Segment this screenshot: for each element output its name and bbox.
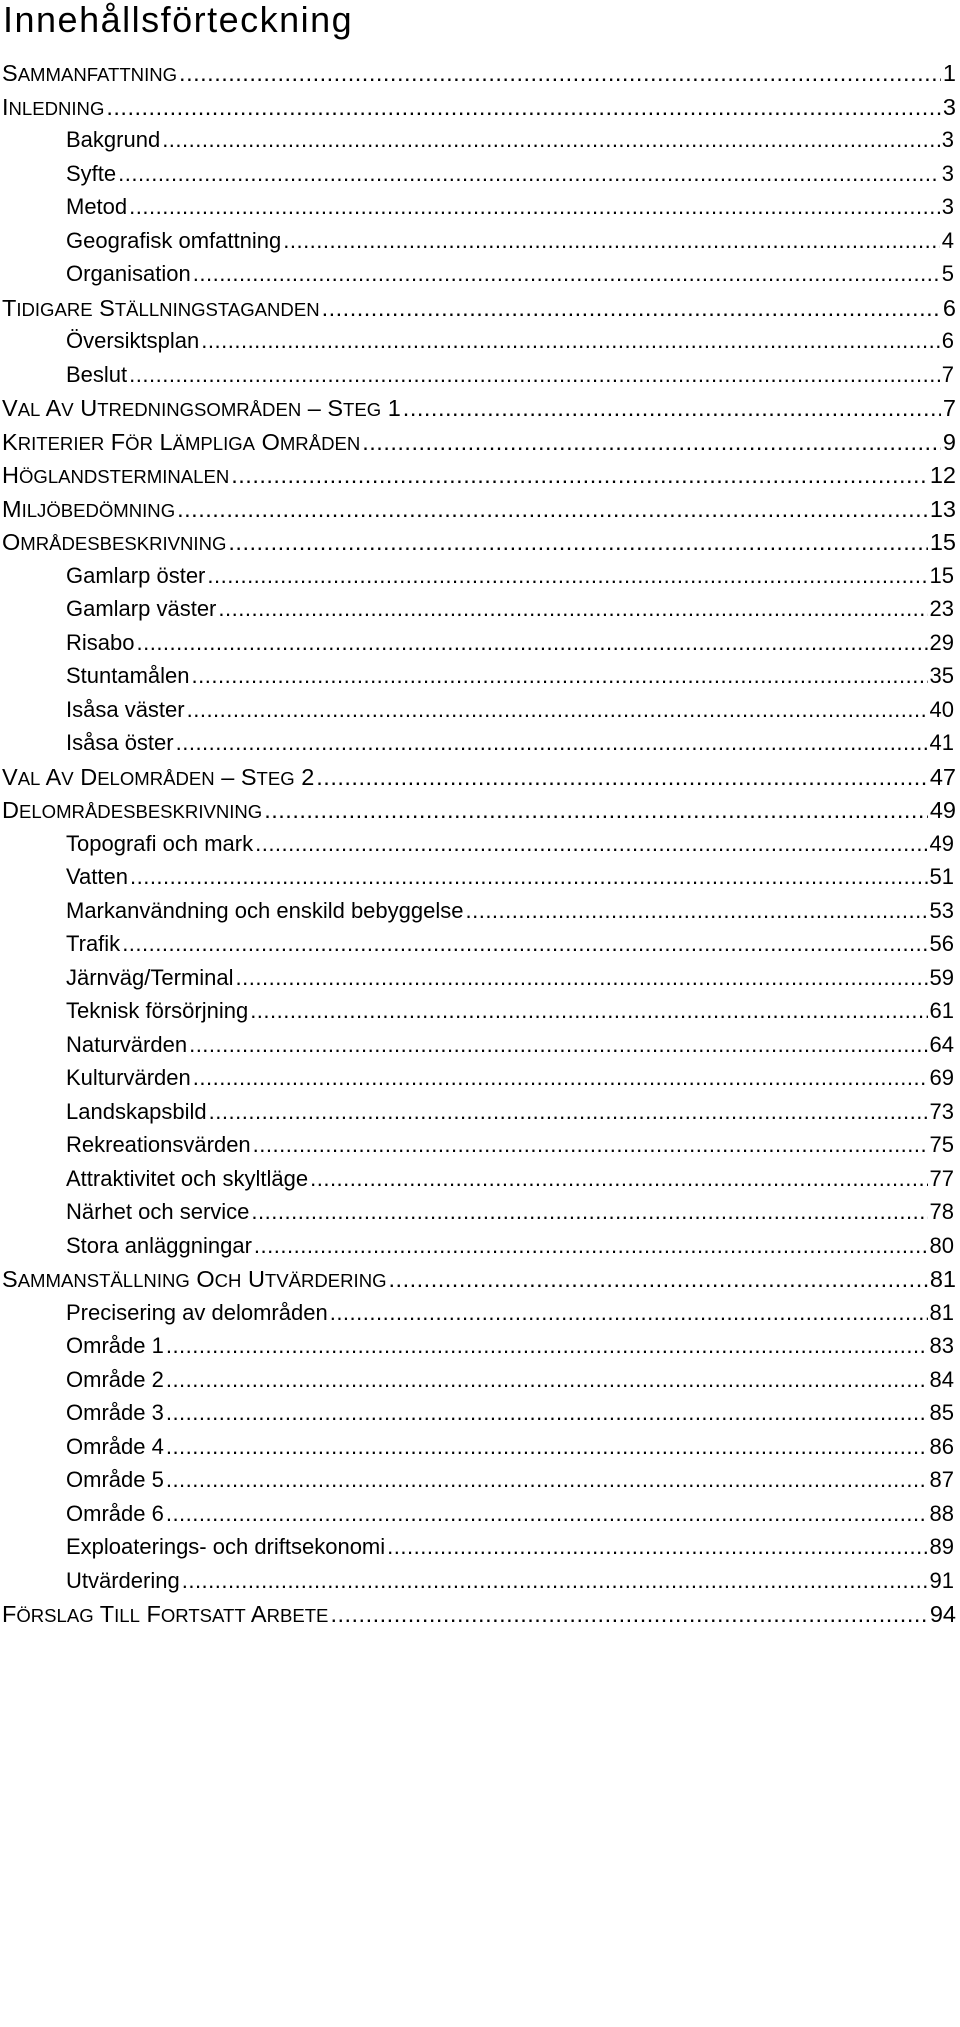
toc-entry-page-number: 49 — [929, 797, 956, 823]
toc-dot-leader — [228, 529, 927, 556]
toc-entry-page-number: 15 — [929, 562, 954, 588]
toc-entry-label: Geografisk omfattning — [66, 227, 282, 253]
toc-section-row[interactable] — [2, 295, 956, 329]
toc-dot-leader — [253, 1132, 928, 1158]
toc-entry-page-number: 89 — [929, 1534, 954, 1559]
toc-entry-label: TIDIGARE STÄLLNINGSTAGANDEN — [2, 294, 320, 321]
toc-entry-page-number: 7 — [942, 395, 956, 421]
toc-entry-page-number: 75 — [929, 1132, 954, 1157]
toc-entry-label: Gamlarp öster — [66, 562, 206, 588]
toc-dot-leader — [207, 563, 927, 589]
toc-dot-leader — [465, 898, 927, 924]
toc-section-row[interactable] — [2, 429, 956, 463]
toc-dot-leader — [236, 965, 928, 991]
toc-section-row[interactable] — [2, 395, 956, 429]
toc-entry-page-number: 86 — [929, 1433, 954, 1459]
toc-subsection-row[interactable] — [66, 831, 954, 865]
toc-subsection-row[interactable] — [66, 730, 954, 764]
toc-dot-leader — [362, 429, 941, 456]
toc-subsection-row[interactable] — [66, 194, 954, 228]
toc-entry-page-number: 49 — [929, 830, 954, 856]
toc-entry-page-number: 41 — [929, 730, 954, 755]
toc-entry-page-number: 78 — [929, 1199, 954, 1224]
toc-entry-label: Precisering av delområden — [66, 1299, 328, 1325]
toc-entry-page-number: 9 — [942, 428, 956, 455]
toc-subsection-row[interactable] — [66, 328, 954, 362]
toc-entry-label: VAL AV UTREDNINGSOMRÅDEN – STEG 1 — [2, 395, 401, 421]
toc-entry-page-number: 77 — [929, 1165, 954, 1191]
toc-section-row[interactable] — [2, 764, 956, 798]
toc-entry-page-number: 4 — [941, 227, 954, 253]
toc-section-row[interactable] — [2, 94, 956, 128]
toc-subsection-row[interactable] — [66, 1132, 954, 1166]
toc-entry-label: FÖRSLAG TILL FORTSATT ARBETE — [2, 1601, 329, 1627]
toc-entry-label: OMRÅDESBESKRIVNING — [2, 529, 227, 555]
toc-entry-label: Landskapsbild — [66, 1098, 207, 1124]
toc-subsection-row[interactable] — [66, 663, 954, 697]
toc-subsection-row[interactable] — [66, 1099, 954, 1133]
toc-entry-page-number: 73 — [929, 1098, 954, 1124]
toc-dot-leader — [179, 60, 941, 87]
toc-subsection-row[interactable] — [66, 1300, 954, 1334]
toc-entry-label: Järnväg/Terminal — [66, 964, 234, 990]
toc-entry-page-number: 3 — [941, 194, 954, 219]
toc-entry-label: Isåsa väster — [66, 696, 185, 722]
toc-entry-page-number: 1 — [942, 60, 956, 86]
toc-entry-label: Rekreationsvärden — [66, 1132, 251, 1157]
toc-subsection-row[interactable] — [66, 1233, 954, 1267]
toc-subsection-row[interactable] — [66, 998, 954, 1032]
toc-entry-label: Trafik — [66, 931, 121, 956]
toc-entry-label: Område 3 — [66, 1400, 164, 1425]
toc-dot-leader — [182, 1568, 928, 1594]
toc-dot-leader — [201, 328, 939, 354]
toc-subsection-row[interactable] — [66, 1032, 954, 1066]
toc-entry-label: VAL AV DELOMRÅDEN – STEG 2 — [2, 763, 315, 790]
toc-entry-page-number: 29 — [929, 629, 954, 655]
toc-entry-page-number: 51 — [929, 864, 954, 889]
toc-dot-leader — [192, 663, 928, 689]
toc-dot-leader — [250, 998, 927, 1024]
toc-dot-leader — [166, 1467, 928, 1493]
toc-entry-page-number: 5 — [941, 261, 954, 286]
toc-entry-page-number: 53 — [929, 897, 954, 923]
toc-dot-leader — [283, 228, 940, 254]
toc-entry-label: Område 6 — [66, 1500, 164, 1526]
toc-dot-leader — [166, 1434, 928, 1460]
toc-dot-leader — [166, 1400, 928, 1426]
toc-dot-leader — [130, 864, 928, 890]
toc-entry-label: Område 5 — [66, 1467, 164, 1492]
toc-subsection-row[interactable] — [66, 1534, 954, 1568]
toc-entry-label: KRITERIER FÖR LÄMPLIGA OMRÅDEN — [2, 428, 361, 455]
toc-dot-leader — [122, 931, 927, 957]
toc-dot-leader — [231, 462, 928, 489]
toc-entry-page-number: 3 — [942, 93, 956, 120]
page-title: Innehållsförteckning — [3, 0, 354, 40]
toc-subsection-row[interactable] — [66, 362, 954, 396]
toc-subsection-row[interactable] — [66, 228, 954, 262]
toc-entry-label: MILJÖBEDÖMNING — [2, 495, 176, 522]
toc-section-row[interactable] — [2, 462, 956, 496]
toc-subsection-row[interactable] — [66, 1367, 954, 1401]
toc-entry-page-number: 83 — [929, 1333, 954, 1358]
toc-entry-label: Område 4 — [66, 1433, 164, 1459]
toc-entry-page-number: 64 — [929, 1031, 954, 1057]
toc-dot-leader — [162, 127, 940, 153]
toc-dot-leader — [136, 630, 927, 656]
toc-subsection-row[interactable] — [66, 161, 954, 195]
toc-dot-leader — [251, 1199, 927, 1225]
toc-entry-page-number: 91 — [929, 1567, 954, 1593]
toc-entry-label: Topografi och mark — [66, 830, 254, 856]
toc-dot-leader — [187, 697, 928, 723]
toc-subsection-row[interactable] — [66, 1400, 954, 1434]
toc-subsection-row[interactable] — [66, 261, 954, 295]
toc-subsection-row[interactable] — [66, 1501, 954, 1535]
toc-entry-page-number: 40 — [929, 696, 954, 722]
toc-subsection-row[interactable] — [66, 1166, 954, 1200]
toc-entry-page-number: 61 — [929, 998, 954, 1023]
toc-entry-label: Kulturvärden — [66, 1065, 191, 1090]
toc-dot-leader — [389, 1266, 928, 1293]
toc-entry-label: Attraktivitet och skyltläge — [66, 1165, 309, 1191]
toc-entry-label: HÖGLANDSTERMINALEN — [2, 462, 230, 488]
toc-entry-page-number: 7 — [941, 361, 954, 387]
toc-entry-label: Naturvärden — [66, 1031, 188, 1057]
toc-entry-label: Isåsa öster — [66, 730, 174, 755]
toc-entry-label: Utvärdering — [66, 1567, 180, 1593]
toc-subsection-row[interactable] — [66, 630, 954, 664]
toc-entry-label: Vatten — [66, 864, 128, 889]
toc-entry-label: Närhet och service — [66, 1199, 250, 1224]
toc-subsection-row[interactable] — [66, 697, 954, 731]
toc-subsection-row[interactable] — [66, 127, 954, 161]
toc-entry-page-number: 47 — [929, 763, 956, 790]
toc-subsection-row[interactable] — [66, 1467, 954, 1501]
toc-subsection-row[interactable] — [66, 864, 954, 898]
toc-entry-page-number: 87 — [929, 1467, 954, 1492]
toc-entry-label: Stora anläggningar — [66, 1232, 252, 1258]
toc-dot-leader — [264, 797, 928, 824]
toc-subsection-row[interactable] — [66, 1568, 954, 1602]
toc-dot-leader — [316, 764, 928, 791]
toc-entry-label: Stuntamålen — [66, 663, 190, 688]
toc-entry-page-number: 94 — [929, 1601, 956, 1627]
toc-entry-label: Organisation — [66, 261, 191, 286]
toc-entry-label: SAMMANFATTNING — [2, 60, 178, 86]
toc-dot-leader — [310, 1166, 927, 1192]
toc-dot-leader — [209, 1099, 928, 1125]
toc-entry-page-number: 88 — [929, 1500, 954, 1526]
toc-entry-label: SAMMANSTÄLLNING OCH UTVÄRDERING — [2, 1266, 387, 1292]
toc-entry-label: Översiktsplan — [66, 328, 200, 353]
toc-subsection-row[interactable] — [66, 1333, 954, 1367]
toc-dot-leader — [129, 362, 940, 388]
toc-entry-page-number: 81 — [929, 1266, 956, 1292]
toc-entry-label: INLEDNING — [2, 93, 105, 120]
toc-entry-page-number: 13 — [929, 495, 956, 522]
toc-dot-leader — [189, 1032, 927, 1058]
toc-entry-page-number: 12 — [929, 462, 956, 488]
toc-dot-leader — [118, 161, 940, 187]
toc-entry-label: Teknisk försörjning — [66, 998, 249, 1023]
toc-entry-label: Bakgrund — [66, 127, 161, 152]
toc-section-row[interactable] — [2, 1266, 956, 1300]
toc-entry-page-number: 6 — [941, 328, 954, 353]
toc-subsection-row[interactable] — [66, 563, 954, 597]
toc-section-row[interactable] — [2, 529, 956, 563]
toc-section-row[interactable] — [2, 797, 956, 831]
toc-entry-label: Risabo — [66, 629, 135, 655]
toc-subsection-row[interactable] — [66, 1065, 954, 1099]
toc-entry-page-number: 59 — [929, 964, 954, 990]
toc-entry-page-number: 56 — [929, 931, 954, 956]
toc-entry-label: Gamlarp väster — [66, 596, 217, 621]
toc-dot-leader — [330, 1601, 927, 1628]
toc-dot-leader — [387, 1534, 927, 1560]
toc-dot-leader — [193, 1065, 928, 1091]
toc-entry-page-number: 84 — [929, 1366, 954, 1392]
toc-entry-label: Markanvändning och enskild bebyggelse — [66, 897, 464, 923]
toc-entry-page-number: 23 — [929, 596, 954, 621]
toc-subsection-row[interactable] — [66, 596, 954, 630]
toc-entry-page-number: 3 — [941, 160, 954, 186]
toc-subsection-row[interactable] — [66, 898, 954, 932]
toc-entry-label: Område 1 — [66, 1333, 164, 1358]
toc-dot-leader — [177, 496, 928, 523]
toc-entry-label: Exploaterings- och driftsekonomi — [66, 1534, 386, 1559]
toc-entry-page-number: 80 — [929, 1232, 954, 1258]
toc-dot-leader — [176, 730, 928, 756]
toc-dot-leader — [403, 395, 941, 422]
toc-dot-leader — [166, 1367, 928, 1393]
toc-section-row[interactable] — [2, 496, 956, 530]
toc-section-row[interactable] — [2, 1601, 956, 1635]
toc-entry-label: Område 2 — [66, 1366, 164, 1392]
toc-dot-leader — [129, 194, 940, 220]
toc-subsection-row[interactable] — [66, 931, 954, 965]
toc-dot-leader — [193, 261, 940, 287]
toc-subsection-row[interactable] — [66, 1199, 954, 1233]
toc-dot-leader — [218, 596, 927, 622]
toc-dot-leader — [255, 831, 927, 857]
toc-dot-leader — [330, 1300, 928, 1326]
toc-entry-page-number: 69 — [929, 1065, 954, 1090]
toc-entry-page-number: 15 — [929, 529, 956, 555]
toc-entry-page-number: 3 — [941, 127, 954, 152]
toc-entry-label: Beslut — [66, 361, 128, 387]
toc-entry-label: Metod — [66, 194, 128, 219]
toc-entry-page-number: 81 — [929, 1299, 954, 1325]
toc-dot-leader — [166, 1501, 928, 1527]
toc-section-row[interactable] — [2, 60, 956, 94]
toc-entry-label: DELOMRÅDESBESKRIVNING — [2, 797, 263, 823]
toc-dot-leader — [254, 1233, 928, 1259]
toc-dot-leader — [106, 94, 941, 121]
toc-entry-page-number: 6 — [942, 294, 956, 321]
toc-dot-leader — [166, 1333, 928, 1359]
toc-subsection-row[interactable] — [66, 1434, 954, 1468]
toc-dot-leader — [322, 295, 941, 322]
toc-entry-page-number: 35 — [929, 663, 954, 688]
toc-entry-label: Syfte — [66, 160, 117, 186]
toc-entry-page-number: 85 — [929, 1400, 954, 1425]
toc-subsection-row[interactable] — [66, 965, 954, 999]
